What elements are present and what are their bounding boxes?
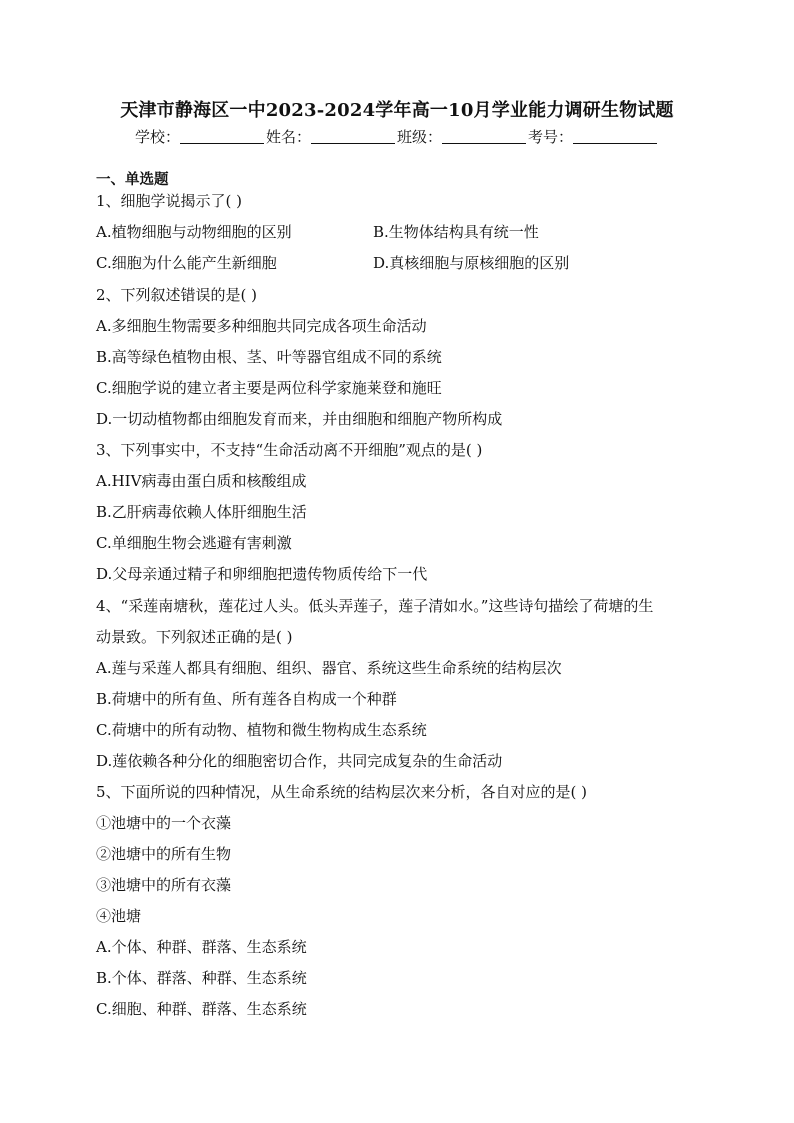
question-2-option-a: A.多细胞生物需要多种细胞共同完成各项生命活动 bbox=[96, 317, 427, 335]
question-5-item-4: ④池塘 bbox=[96, 907, 142, 925]
question-5-option-b: B.个体、群落、种群、生态系统 bbox=[96, 969, 307, 987]
question-3-option-c: C.单细胞生物会逃避有害刺激 bbox=[96, 534, 292, 552]
page-title: 天津市静海区一中2023-2024学年高一10月学业能力调研生物试题 bbox=[120, 100, 674, 121]
question-4-stem-line-2: 动景致。下列叙述正确的是( ) bbox=[96, 628, 293, 646]
question-1-option-b: B.生物体结构具有统一性 bbox=[373, 223, 539, 241]
question-2-option-d: D.一切动植物都由细胞发育而来，并由细胞和细胞产物所构成 bbox=[96, 410, 503, 428]
question-5-item-3: ③池塘中的所有衣藻 bbox=[96, 876, 232, 894]
number-label: 考号： bbox=[528, 128, 574, 146]
question-3-option-b: B.乙肝病毒依赖人体肝细胞生活 bbox=[96, 503, 307, 521]
number-blank[interactable] bbox=[573, 129, 657, 144]
question-4-option-b: B.荷塘中的所有鱼、所有莲各自构成一个种群 bbox=[96, 690, 397, 708]
question-5-option-c: C.细胞、种群、群落、生态系统 bbox=[96, 1000, 307, 1018]
question-4-stem-line-1: 4、“采莲南塘秋，莲花过人头。低头弄莲子，莲子清如水。”这些诗句描绘了荷塘的生 bbox=[96, 597, 654, 615]
name-blank[interactable] bbox=[311, 129, 395, 144]
school-blank[interactable] bbox=[180, 129, 264, 144]
question-1-stem: 1、细胞学说揭示了( ) bbox=[96, 192, 243, 210]
question-3-option-a: A.HIV病毒由蛋白质和核酸组成 bbox=[96, 472, 307, 490]
question-1-option-d: D.真核细胞与原核细胞的区别 bbox=[373, 254, 570, 272]
question-3-stem: 3、下列事实中，不支持“生命活动离不开细胞”观点的是( ) bbox=[96, 441, 483, 459]
question-1-option-c: C.细胞为什么能产生新细胞 bbox=[96, 254, 277, 272]
student-info-row bbox=[0, 126, 794, 147]
question-5-item-2: ②池塘中的所有生物 bbox=[96, 845, 232, 863]
question-4-option-d: D.莲依赖各种分化的细胞密切合作，共同完成复杂的生命活动 bbox=[96, 752, 503, 770]
class-label: 班级： bbox=[397, 128, 443, 146]
section-title: 一、单选题 bbox=[96, 171, 169, 188]
class-blank[interactable] bbox=[442, 129, 526, 144]
question-4-option-a: A.莲与采莲人都具有细胞、组织、器官、系统这些生命系统的结构层次 bbox=[96, 659, 562, 677]
question-2-option-b: B.高等绿色植物由根、茎、叶等器官组成不同的系统 bbox=[96, 348, 442, 366]
name-label: 姓名： bbox=[265, 128, 311, 146]
question-5-stem: 5、下面所说的四种情况，从生命系统的结构层次来分析，各自对应的是( ) bbox=[96, 783, 588, 801]
question-2-option-c: C.细胞学说的建立者主要是两位科学家施莱登和施旺 bbox=[96, 379, 442, 397]
question-5-option-a: A.个体、种群、群落、生态系统 bbox=[96, 938, 307, 956]
school-label: 学校： bbox=[134, 128, 180, 146]
question-2-stem: 2、下列叙述错误的是( ) bbox=[96, 286, 258, 304]
question-1-option-a: A.植物细胞与动物细胞的区别 bbox=[96, 223, 292, 241]
question-3-option-d: D.父母亲通过精子和卵细胞把遗传物质传给下一代 bbox=[96, 565, 428, 583]
question-5-item-1: ①池塘中的一个衣藻 bbox=[96, 814, 232, 832]
question-4-option-c: C.荷塘中的所有动物、植物和微生物构成生态系统 bbox=[96, 721, 427, 739]
